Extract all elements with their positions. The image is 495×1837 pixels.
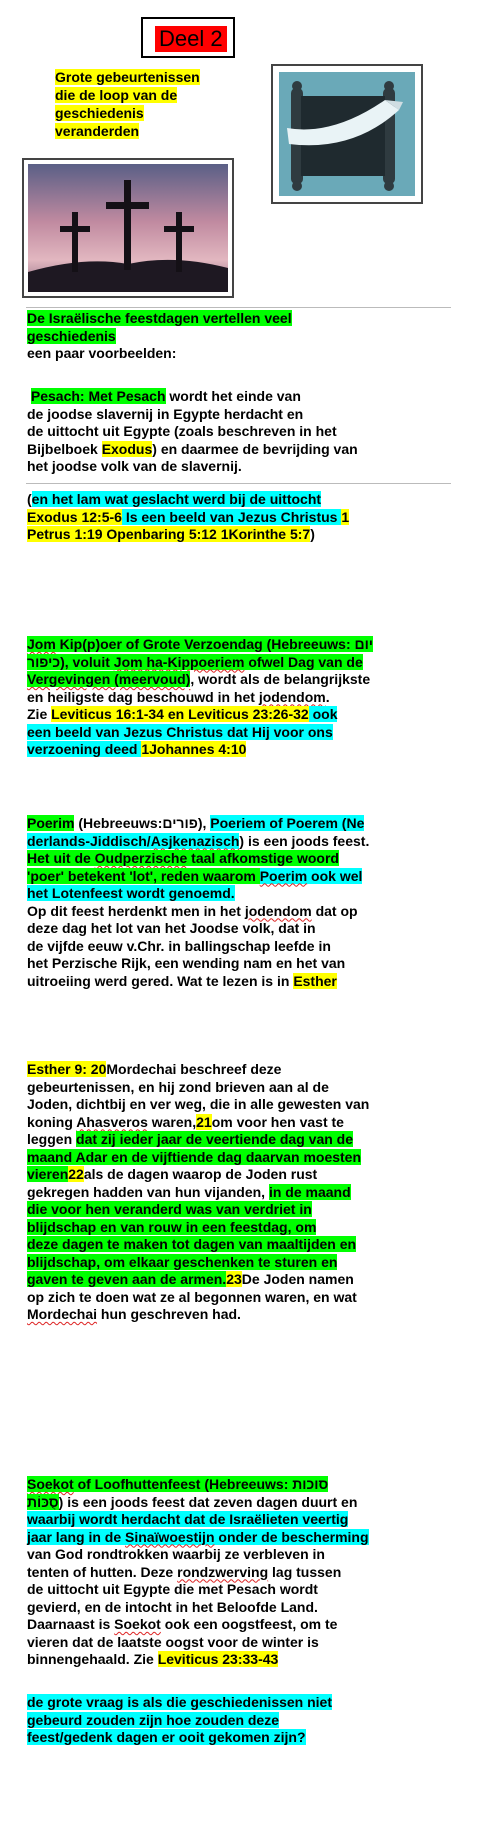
esther-paragraph: Esther 9: 20Mordechai beschreef deze gebeurtenissen, en hij zond brieven aan al de Joden, dichtbij en ver weg, die in alle gewesten van koning Ahasveros waren,21om voor hen vast te leggen dat zij ieder jaar de veertiende dag van de maand Adar en de vijftiende dag daarvan moesten vieren22als de dagen waarop de Joden rust gekregen hadden van hun vijanden, in de maand die voor hen veranderd was van verdriet in blijdschap en van rouw in een feestdag, om deze dagen te maken tot dagen van maaltijden en blijdschap, om elkaar geschenken te sturen en gaven te geven aan de armen.23De Joden namen op zich te doen wat ze al begonnen waren, en wat Mordechai hun geschreven had. xyxy=(27,1061,370,1322)
section-title: Deel 2 xyxy=(155,26,227,52)
crosses-image xyxy=(22,158,234,298)
divider xyxy=(26,307,451,308)
section-title-box xyxy=(141,17,235,58)
pesach-paragraph: Pesach: Met Pesach wordt het einde van de joodse slavernij in Egypte herdacht en de uittocht uit Egypte (zoals beschreven in het Bijbelboek Exodus) en daarmee de bevrijding van het joodse volk van de slavernij. xyxy=(27,388,358,474)
three-crosses-sunset-image xyxy=(24,160,232,296)
jom-kippoer-paragraph: Jom Kip(p)oer of Grote Verzoendag (Hebreeuws: יום כיפור), voluit Jom ha-Kippoeriem ofwel Dag van de Vergevingen (meervoud), wordt als de belangrijkste en heiligste dag beschouwd in het jodendom. Zie Leviticus 16:1-34 en Leviticus 23:26-32 ook een beeld van Jezus Christus dat Hij voor ons verzoening deed 1Johannes 4:10 xyxy=(27,636,374,757)
intro-heading: Grote gebeurtenissen die de loop van de geschiedenis veranderden xyxy=(55,69,200,139)
soekot-paragraph: Soekot of Loofhuttenfeest (Hebreeuws: סוכות סֻכּוֹת) is een joods feest dat zeven dagen duurt en waarbij wordt herdacht dat de Israëlieten veertig jaar lang in de Sinaïwoestijn onder de bescherming van God rondtrokken waarbij ze verbleven in tenten of hutten. Deze rondzwerving lag tussen de uittocht uit Egypte die met Pesach wordt gevierd, en de intocht in het Beloofde Land. Daarnaast is Soekot ook een oogstfeest, om te vieren dat de laatste oogst voor de winter is binnengehaald. Zie Leviticus 23:33-43 xyxy=(27,1476,369,1667)
poerim-paragraph: Poerim (Hebreeuws:פורים), Poeriem of Poerem (Ne derlands-Jiddisch/Asjkenazisch) is een joods feest. Het uit de Oudperzische taal afkomstige woord 'poer' betekent 'lot', reden waarom Poerim ook wel het Lotenfeest wordt genoemd. Op dit feest herdenkt men in het jodendom dat op deze dag het lot van het Joodse volk, dat in de vijfde eeuw v.Chr. in ballingschap leefde in het Perzische Rijk, een wending nam en het van uitroeiing werd gered. Wat te lezen is in Esther xyxy=(27,815,370,989)
divider xyxy=(26,483,451,484)
pesach-note: (en het lam wat geslacht werd bij de uittocht Exodus 12:5-6 Is een beeld van Jezus Christus 1 Petrus 1:19 Openbaring 5:12 1Korinthe 5:7) xyxy=(27,491,350,542)
torah-image xyxy=(271,64,423,204)
section-intro: De Israëlische feestdagen vertellen veel geschiedenis een paar voorbeelden: xyxy=(27,310,292,361)
torah-scroll-shofar-icon xyxy=(273,66,421,202)
closing-question: de grote vraag is als die geschiedenissen niet gebeurd zouden zijn hoe zouden deze feest/gedenk dagen er ooit gekomen zijn? xyxy=(27,1694,333,1745)
